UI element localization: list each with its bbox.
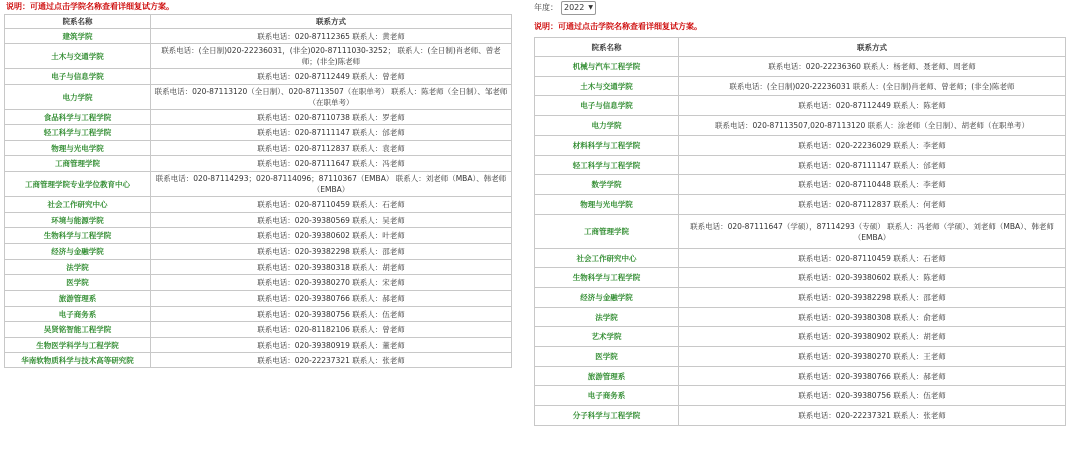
right-contact-cell: 联系电话：020-87112449 联系人：陈老师 (679, 96, 1066, 116)
dept-link[interactable]: 华南软物质科学与技术高等研究院 (21, 355, 134, 365)
left-table-row (5, 275, 512, 291)
left-table-row (5, 322, 512, 338)
right-dept-cell (535, 215, 679, 249)
dept-link[interactable]: 法学院 (66, 262, 89, 272)
year-select-value: 2022 (564, 3, 585, 12)
right-contact-cell: 联系电话：020-22237321 联系人：张老师 (679, 406, 1066, 426)
left-dept-cell (5, 172, 151, 197)
left-header-contact: 联系方式 (151, 15, 512, 29)
left-contact-cell: 联系电话：020-87110459 联系人：石老师 (151, 197, 512, 213)
left-table-row (5, 228, 512, 244)
right-table-row (535, 386, 1066, 406)
dept-link[interactable]: 轻工科学与工程学院 (43, 128, 112, 137)
dept-link[interactable]: 数学学院 (591, 180, 622, 189)
dept-link[interactable]: 电子与信息学院 (580, 101, 633, 110)
right-dept-cell (535, 116, 679, 136)
dept-link[interactable]: 经济与金融学院 (51, 247, 104, 256)
year-filter (534, 1, 596, 15)
chevron-down-icon: ▼ (588, 4, 593, 11)
left-table-row (5, 44, 512, 69)
left-contact-cell: 联系电话：020-39380766 联系人：郝老师 (151, 291, 512, 307)
left-dept-cell (5, 197, 151, 213)
right-header-row (535, 38, 1066, 57)
left-table-row (5, 291, 512, 307)
left-dept-cell (5, 338, 151, 353)
right-contact-cell: 联系电话：020-22236360 联系人：杨老师、聂老师、周老师 (679, 57, 1066, 77)
left-table-row (5, 338, 512, 353)
right-dept-cell (535, 268, 679, 288)
right-contact-table (534, 37, 1066, 426)
left-dept-cell (5, 228, 151, 244)
right-dept-cell (535, 175, 679, 195)
dept-link[interactable]: 建筑学院 (62, 31, 93, 41)
dept-link[interactable]: 材料科学与工程学院 (572, 141, 641, 150)
right-contact-cell: 联系电话：020-39380902 联系人：胡老师 (679, 327, 1066, 347)
left-contact-cell: 联系电话：020-39380919 联系人：董老师 (151, 338, 512, 353)
dept-link[interactable]: 吴贤铭智能工程学院 (43, 325, 112, 334)
right-dept-cell (535, 195, 679, 215)
dept-link[interactable]: 轻工科学与工程学院 (572, 160, 641, 170)
left-contact-cell: 联系电话：020-39380756 联系人：伍老师 (151, 307, 512, 322)
left-table-row (5, 260, 512, 275)
left-contact-cell: 联系电话：020-87114293；020-87114096；87110367（EMBA） 联系人：刘老师（MBA）、韩老师（EMBA） (151, 172, 512, 197)
right-table-row (535, 175, 1066, 195)
right-table-row (535, 367, 1066, 386)
right-dept-cell (535, 156, 679, 175)
left-contact-cell: 联系电话：020-39380318 联系人：胡老师 (151, 260, 512, 275)
dept-link[interactable]: 土木与交通学院 (580, 81, 633, 91)
dept-link[interactable]: 机械与汽车工程学院 (572, 62, 641, 71)
left-table-row (5, 307, 512, 322)
left-table-row (5, 125, 512, 141)
right-contact-cell: 联系电话：020-87110459 联系人：石老师 (679, 249, 1066, 268)
left-dept-cell (5, 353, 151, 368)
dept-link[interactable]: 经济与金融学院 (580, 293, 633, 302)
left-contact-cell: 联系电话：020-81182106 联系人：曾老师 (151, 322, 512, 338)
left-dept-cell (5, 213, 151, 228)
dept-link[interactable]: 电力学院 (62, 92, 93, 102)
right-note: 说明：可通过点击学院名称查看详细复试方案。 (534, 22, 702, 31)
left-contact-cell: 联系电话：020-39382298 联系人：邵老师 (151, 244, 512, 260)
dept-link[interactable]: 电力学院 (591, 121, 622, 130)
right-contact-cell: 联系电话：020-39380756 联系人：伍老师 (679, 386, 1066, 406)
left-dept-cell (5, 125, 151, 141)
dept-link[interactable]: 工商管理学院 (55, 159, 100, 168)
right-dept-cell (535, 57, 679, 77)
left-contact-cell: 联系电话：020-39380270 联系人：宋老师 (151, 275, 512, 291)
right-contact-cell: 联系电话：020-87110448 联系人：李老师 (679, 175, 1066, 195)
right-contact-cell: 联系电话：020-87113507,020-87113120 联系人：涂老师（全日制）、胡老师（在职单考） (679, 116, 1066, 136)
right-header-contact: 联系方式 (679, 38, 1066, 57)
left-dept-cell (5, 44, 151, 69)
left-contact-cell: 联系电话：020-22237321 联系人：张老师 (151, 353, 512, 368)
right-table-row (535, 96, 1066, 116)
left-contact-cell: 联系电话：020-87112365 联系人：黄老师 (151, 29, 512, 44)
left-table-row (5, 172, 512, 197)
right-dept-cell (535, 367, 679, 386)
right-contact-cell: 联系电话：020-39380308 联系人：俞老师 (679, 308, 1066, 327)
left-table-row (5, 85, 512, 110)
right-contact-cell: 联系电话：(全日制)020-22236031 联系人：(全日制)肖老师、曾老师；(非全)陈老师 (679, 77, 1066, 96)
left-contact-cell: 联系电话：020-87111147 联系人：邰老师 (151, 125, 512, 141)
right-dept-cell (535, 327, 679, 347)
dept-link[interactable]: 环境与能源学院 (51, 215, 104, 225)
right-dept-cell (535, 136, 679, 156)
right-contact-cell: 联系电话：020-87111647（学硕），87114293（专硕） 联系人：冯老师（学硕）、刘老师（MBA）、韩老师（EMBA） (679, 215, 1066, 249)
right-contact-cell: 联系电话：020-39382298 联系人：邵老师 (679, 288, 1066, 308)
right-contact-cell: 联系电话：020-39380602 联系人：陈老师 (679, 268, 1066, 288)
right-table-row (535, 136, 1066, 156)
left-contact-cell: 联系电话：020-39380569 联系人：吴老师 (151, 213, 512, 228)
right-dept-cell (535, 249, 679, 268)
right-table-row (535, 268, 1066, 288)
right-table-row (535, 249, 1066, 268)
year-label: 年度： (534, 3, 558, 12)
right-contact-cell: 联系电话：020-87112837 联系人：何老师 (679, 195, 1066, 215)
right-dept-cell (535, 96, 679, 116)
right-dept-cell (535, 308, 679, 327)
right-table-row (535, 406, 1066, 426)
left-table-row (5, 197, 512, 213)
dept-link[interactable]: 生物科学与工程学院 (572, 273, 641, 282)
dept-link[interactable]: 电子与信息学院 (51, 72, 104, 81)
right-dept-cell (535, 77, 679, 96)
dept-link[interactable]: 医学院 (595, 352, 618, 361)
dept-link[interactable]: 工商管理学院 (584, 227, 629, 236)
left-dept-cell (5, 244, 151, 260)
right-header-dept: 院系名称 (535, 38, 679, 57)
dept-link[interactable]: 艺术学院 (591, 332, 622, 341)
left-header-row (5, 15, 512, 29)
left-dept-cell (5, 69, 151, 85)
left-contact-cell: 联系电话：(全日制)020-22236031，(非全)020-87111030-3252； 联系人：(全日制)肖老师、曾老师；(非全)陈老师 (151, 44, 512, 69)
dept-link[interactable]: 法学院 (595, 312, 618, 322)
dept-link[interactable]: 生物科学与工程学院 (43, 231, 112, 240)
dept-link[interactable]: 工商管理学院专业学位教育中心 (25, 179, 130, 189)
dept-link[interactable]: 旅游管理系 (587, 371, 626, 381)
left-table-row (5, 29, 512, 44)
left-table-row (5, 156, 512, 172)
left-table-row (5, 353, 512, 368)
dept-link[interactable]: 社会工作研究中心 (576, 253, 637, 263)
right-table-row (535, 195, 1066, 215)
right-contact-cell: 联系电话：020-39380270 联系人：王老师 (679, 347, 1066, 367)
right-table-row (535, 288, 1066, 308)
left-dept-cell (5, 110, 151, 125)
right-table-row (535, 156, 1066, 175)
right-contact-cell: 联系电话：020-22236029 联系人：李老师 (679, 136, 1066, 156)
right-contact-cell: 联系电话：020-87111147 联系人：邰老师 (679, 156, 1066, 175)
right-dept-cell (535, 347, 679, 367)
dept-link[interactable]: 物理与光电学院 (580, 200, 633, 209)
left-dept-cell (5, 260, 151, 275)
left-table-row (5, 213, 512, 228)
dept-link[interactable]: 电子商务系 (587, 391, 626, 400)
dept-link[interactable]: 分子科学与工程学院 (572, 411, 641, 420)
right-contact-cell: 联系电话：020-39380766 联系人：郝老师 (679, 367, 1066, 386)
dept-link[interactable]: 旅游管理系 (58, 294, 97, 303)
left-table-row (5, 244, 512, 260)
left-contact-cell: 联系电话：020-87111647 联系人：冯老师 (151, 156, 512, 172)
left-dept-cell (5, 291, 151, 307)
left-dept-cell (5, 141, 151, 156)
right-table-row (535, 308, 1066, 327)
left-contact-table (4, 14, 512, 368)
year-select[interactable] (561, 1, 596, 15)
left-note: 说明：可通过点击学院名称查看详细复试方案。 (6, 2, 174, 11)
right-dept-cell (535, 288, 679, 308)
left-table-row (5, 69, 512, 85)
left-dept-cell (5, 85, 151, 110)
left-dept-cell (5, 322, 151, 338)
right-table-row (535, 77, 1066, 96)
dept-link[interactable]: 土木与交通学院 (51, 51, 104, 61)
dept-link[interactable]: 电子商务系 (58, 309, 97, 319)
left-dept-cell (5, 307, 151, 322)
dept-link[interactable]: 社会工作研究中心 (47, 200, 108, 209)
right-table-row (535, 57, 1066, 77)
right-table-row (535, 116, 1066, 136)
right-table-row (535, 215, 1066, 249)
left-contact-cell: 联系电话：020-87112837 联系人：袁老师 (151, 141, 512, 156)
dept-link[interactable]: 物理与光电学院 (51, 143, 104, 153)
left-dept-cell (5, 156, 151, 172)
right-dept-cell (535, 386, 679, 406)
left-contact-cell: 联系电话：020-87113120（全日制）、020-87113507（在职单考） 联系人：陈老师（全日制）、邹老师（在职单考） (151, 85, 512, 110)
right-table-row (535, 327, 1066, 347)
right-table-row (535, 347, 1066, 367)
left-contact-cell: 联系电话：020-87110738 联系人：罗老师 (151, 110, 512, 125)
left-contact-cell: 联系电话：020-39380602 联系人：叶老师 (151, 228, 512, 244)
right-dept-cell (535, 406, 679, 426)
left-table-row (5, 141, 512, 156)
left-contact-cell: 联系电话：020-87112449 联系人：曾老师 (151, 69, 512, 85)
left-header-dept: 院系名称 (5, 15, 151, 29)
dept-link[interactable]: 食品科学与工程学院 (43, 112, 112, 122)
left-dept-cell (5, 275, 151, 291)
dept-link[interactable]: 医学院 (66, 278, 89, 287)
dept-link[interactable]: 生物医学科学与工程学院 (36, 340, 119, 350)
left-dept-cell (5, 29, 151, 44)
left-table-row (5, 110, 512, 125)
